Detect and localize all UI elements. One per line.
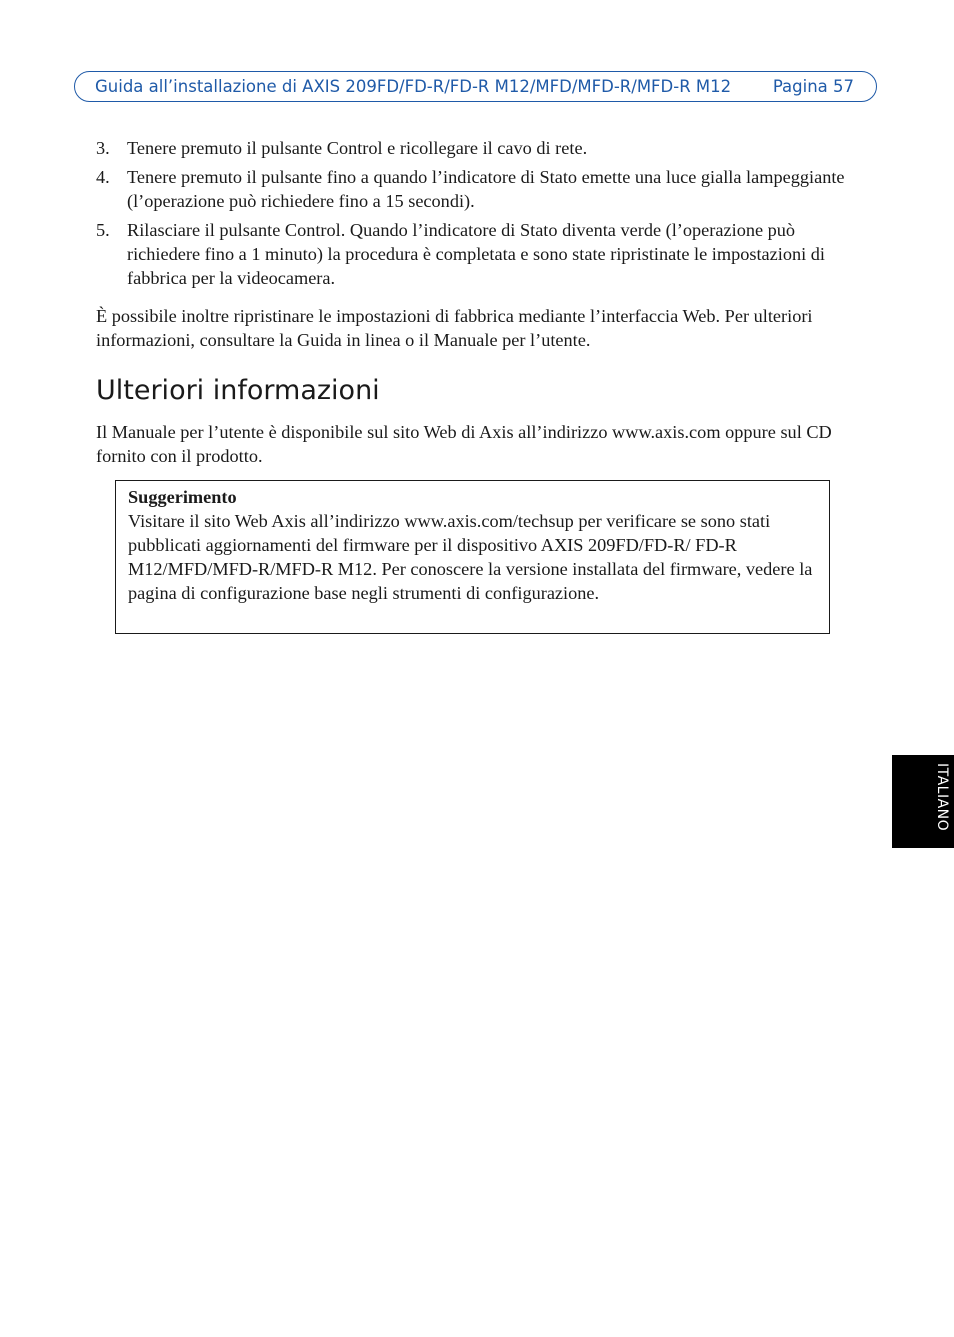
list-item <box>96 136 856 160</box>
language-tab-label: ITALIANO <box>934 763 950 832</box>
section-body-paragraph: Il Manuale per l’utente è disponibile sul sito Web di Axis all’indirizzo www.axis.com oppure sul CD fornito con il prodotto. <box>96 422 832 466</box>
tip-title: Suggerimento <box>128 487 237 507</box>
section-heading: Ulteriori informazioni <box>96 375 380 406</box>
step-number: 3. <box>96 138 110 158</box>
language-tab <box>892 755 954 848</box>
step-number: 5. <box>96 220 110 240</box>
tip-body: Visitare il sito Web Axis all’indirizzo www.axis.com/techsup per verificare se sono stati pubblicati aggiornamenti del firmware per il dispositivo AXIS 209FD/FD-R/ FD-R M12/MFD/MFD-R/MFD-R M12. Per conoscere la versione installata del firmware, vedere la pagina di configurazione base negli strumenti di configurazione. <box>128 511 813 603</box>
reset-steps-list <box>96 136 856 295</box>
reset-note-paragraph: È possibile inoltre ripristinare le impostazioni di fabbrica mediante l’interfaccia Web. Per ulteriori informazioni, consultare la Guida in linea o il Manuale per l’utente. <box>96 306 813 350</box>
page-number: Pagina 57 <box>772 77 854 96</box>
step-text: Tenere premuto il pulsante Control e ricollegare il cavo di rete. <box>127 138 588 158</box>
list-item <box>96 165 856 213</box>
header-title: Guida all’installazione di AXIS 209FD/FD-R/FD-R M12/MFD/MFD-R/MFD-R M12 <box>95 77 732 96</box>
list-item <box>96 218 856 290</box>
step-text: Rilasciare il pulsante Control. Quando l’indicatore di Stato diventa verde (l’operazione può richiedere fino a 1 minuto) la procedura è completata e sono state ripristinate le impostazioni di fabbrica per la videocamera. <box>127 220 825 288</box>
step-text: Tenere premuto il pulsante fino a quando l’indicatore di Stato emette una luce gialla lampeggiante (l’operazione può richiedere fino a 15 secondi). <box>127 167 845 211</box>
page-header <box>74 71 877 102</box>
tip-box <box>115 480 830 634</box>
step-number: 4. <box>96 167 110 187</box>
